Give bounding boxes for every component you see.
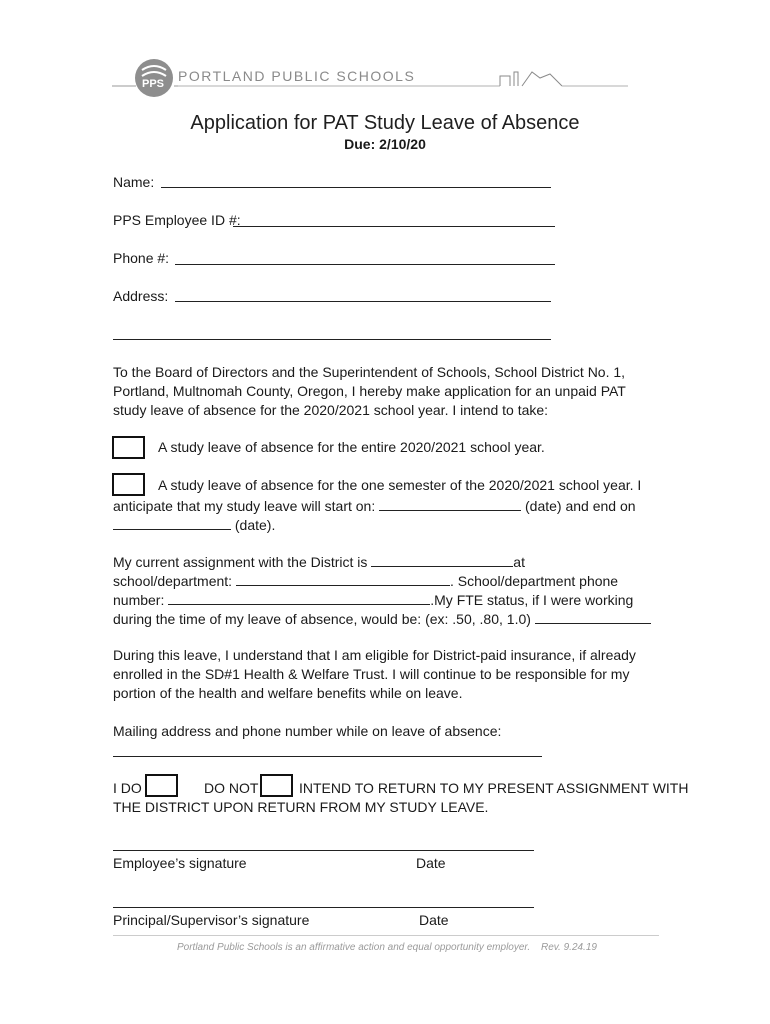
employee-date-label: Date [416, 855, 446, 871]
assignment-field[interactable] [371, 551, 513, 567]
name-field[interactable] [161, 187, 551, 188]
semester-option-text-1: A study leave of absence for the one semester of the 2020/2021 school year. I [158, 477, 642, 493]
i-do-checkbox[interactable] [145, 774, 178, 797]
phone-field[interactable] [175, 264, 555, 265]
intro-line-1: To the Board of Directors and the Superintendent of Schools, School District No. 1, [113, 364, 626, 380]
fte-status-field[interactable] [535, 608, 651, 624]
intend-line-1: INTEND TO RETURN TO MY PRESENT ASSIGNMENT WITH [299, 780, 689, 796]
assignment-line-4 [113, 608, 651, 629]
fte-example-label: during the time of my leave of absence, would be: (ex: .50, .80, 1.0) [113, 611, 531, 627]
do-not-checkbox[interactable] [260, 774, 293, 797]
department-phone-field[interactable] [168, 589, 430, 605]
school-department-field[interactable] [236, 570, 450, 586]
do-not-label: DO NOT [204, 780, 259, 796]
i-do-label: I DO [113, 780, 142, 796]
logo-monogram: PPS [142, 78, 165, 90]
intro-line-3: study leave of absence for the 2020/2021 school year. I intend to take: [113, 402, 549, 418]
principal-date-label: Date [419, 912, 449, 928]
address-label: Address: [113, 288, 169, 304]
full-year-option-text: A study leave of absence for the entire 2020/2021 school year. [158, 439, 545, 455]
due-date: Due: 2/10/20 [344, 136, 426, 152]
number-label: number: [113, 592, 165, 608]
intend-line-2: THE DISTRICT UPON RETURN FROM MY STUDY LEAVE. [113, 799, 489, 815]
pps-logo [112, 56, 632, 102]
mailing-address-label: Mailing address and phone number while on leave of absence: [113, 723, 502, 739]
address-field-line-2[interactable] [113, 339, 551, 340]
mailing-address-field[interactable] [113, 756, 542, 757]
insurance-line-2: enrolled in the SD#1 Health & Welfare Trust. I will continue to be responsible for my [113, 666, 630, 682]
department-phone-label: . School/department phone [449, 573, 619, 589]
at-label: at [513, 554, 525, 570]
semester-option-text-2 [113, 495, 636, 516]
full-year-checkbox[interactable] [112, 436, 145, 459]
org-name: PORTLAND PUBLIC SCHOOLS [178, 68, 416, 84]
end-date-label: (date) and end on [525, 498, 636, 514]
insurance-line-1: During this leave, I understand that I am eligible for District-paid insurance, if already [113, 647, 636, 663]
employee-id-label: PPS Employee ID #: [113, 212, 241, 228]
insurance-line-3: portion of the health and welfare benefits while on leave. [113, 685, 463, 701]
principal-signature-label: Principal/Supervisor’s signature [113, 912, 310, 928]
employee-signature-field[interactable] [113, 850, 534, 851]
footer-statement: Portland Public Schools is an affirmative action and equal opportunity employer. [177, 942, 531, 953]
employee-signature-label: Employee’s signature [113, 855, 247, 871]
semester-checkbox[interactable] [112, 473, 145, 496]
principal-signature-field[interactable] [113, 907, 534, 908]
assignment-label: My current assignment with the District is [113, 554, 368, 570]
start-date-field[interactable] [379, 495, 521, 511]
page-title: Application for PAT Study Leave of Absence [190, 112, 580, 134]
assignment-line-3 [113, 589, 633, 610]
name-label: Name: [113, 174, 155, 190]
fte-status-label: .My FTE status, if I were working [430, 592, 634, 608]
footer-revision: Rev. 9.24.19 [541, 942, 597, 953]
assignment-line-2 [113, 570, 618, 591]
end-date-field[interactable] [113, 514, 231, 530]
school-department-label: school/department: [113, 573, 233, 589]
employee-id-field[interactable] [233, 226, 555, 227]
assignment-line-1 [113, 551, 525, 572]
start-date-label: anticipate that my study leave will start on: [113, 498, 376, 514]
date-suffix: (date). [234, 517, 276, 533]
phone-label: Phone #: [113, 250, 170, 266]
semester-option-text-3 [113, 514, 275, 535]
address-field[interactable] [175, 301, 551, 302]
intro-line-2: Portland, Multnomah County, Oregon, I hereby make application for an unpaid PAT [113, 383, 626, 399]
footer-divider [113, 935, 659, 936]
